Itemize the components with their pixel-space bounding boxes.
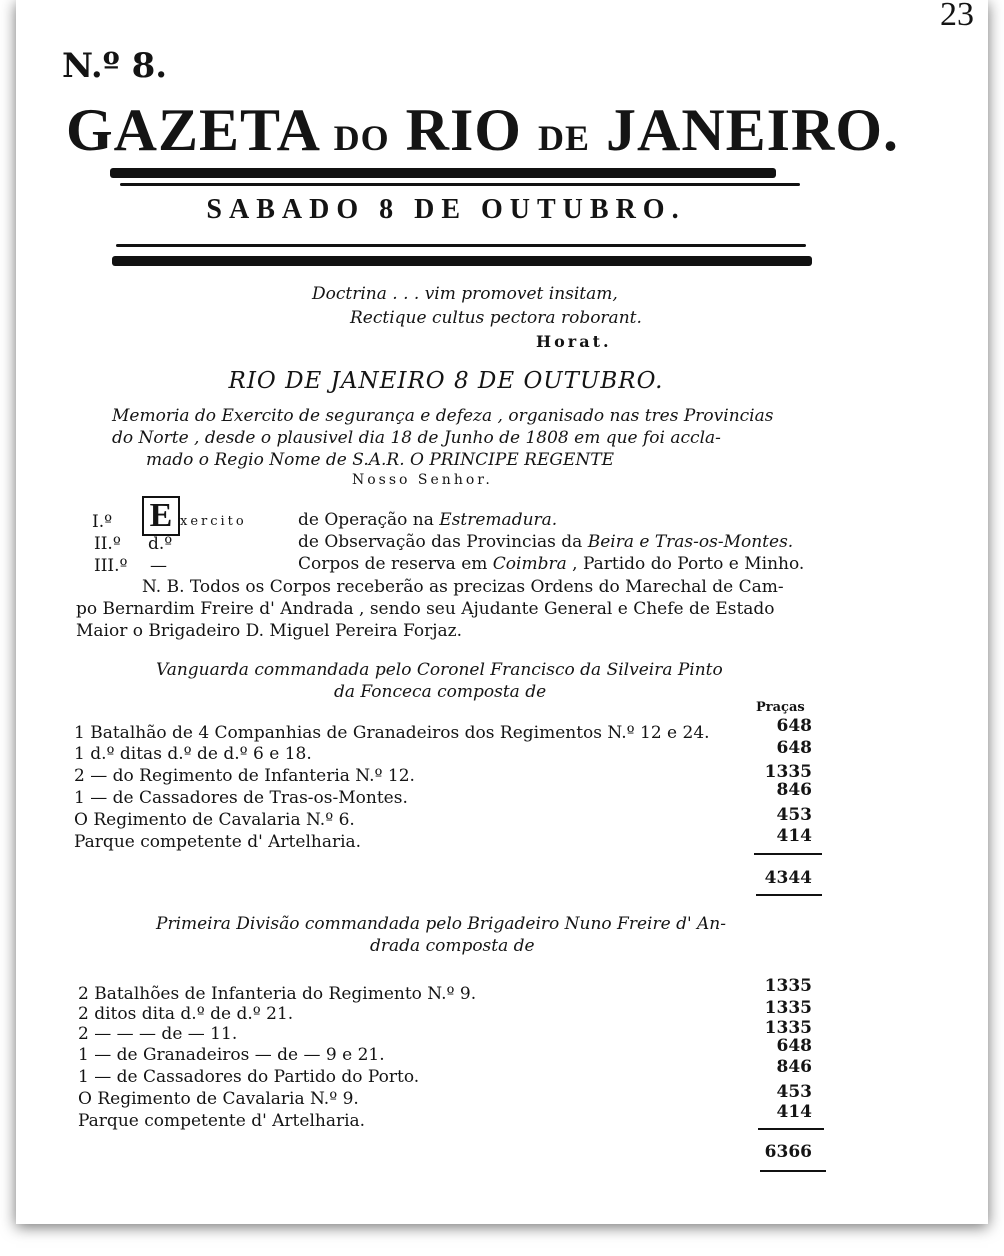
- division-row-text-2: 2 ditos dita d.º de d.º 21.: [78, 1004, 294, 1024]
- vanguard-row-value-3: 1335: [764, 762, 812, 782]
- intro-line-2: do Norte , desde o plausivel dia 18 de Junho de 1808 em que foi accla-: [112, 428, 721, 448]
- epigraph-line-2: Rectique cultus pectora roborant.: [350, 308, 642, 328]
- division-row-text-5: 1 — de Cassadores do Partido do Porto.: [78, 1067, 420, 1087]
- division-row-value-7: 414: [776, 1102, 812, 1122]
- masthead-rule-thin: [120, 183, 800, 186]
- division-row-value-2: 1335: [764, 998, 812, 1018]
- division-row-text-3: 2 — — — de — 11.: [78, 1024, 238, 1044]
- army-label-3: —: [150, 556, 167, 576]
- epigraph-line-1: Doctrina . . . vim promovet insitam,: [312, 284, 618, 304]
- issue-date: SABADO 8 DE OUTUBRO.: [206, 194, 686, 225]
- division-row-text-7: Parque competente d' Artelharia.: [78, 1111, 366, 1131]
- division-heading-2: drada composta de: [370, 936, 535, 956]
- division-row-text-6: O Regimento de Cavalaria N.º 9.: [78, 1089, 359, 1109]
- division-row-value-1: 1335: [764, 976, 812, 996]
- division-heading-1: Primeira Divisão commandada pelo Brigadeiro Nuno Freire d' An-: [156, 914, 726, 934]
- vanguard-total: 4344: [764, 868, 812, 888]
- vanguard-row-value-4: 846: [776, 780, 812, 800]
- division-row-value-3: 1335: [764, 1018, 812, 1038]
- vanguard-row-value-1: 648: [776, 716, 812, 736]
- issue-number: N.º 8.: [62, 46, 168, 86]
- division-sum-rule: [758, 1128, 824, 1130]
- nb-line-3: Maior o Brigadeiro D. Miguel Pereira Forjaz.: [76, 621, 463, 641]
- vanguard-total-rule: [756, 894, 822, 896]
- vanguard-row-text-1: 1 Batalhão de 4 Companhias de Granadeiros dos Regimentos N.º 12 e 24.: [74, 723, 710, 743]
- intro-line-4: Nosso Senhor.: [352, 472, 493, 488]
- army-ordinal-1: I.º: [92, 512, 113, 532]
- initial-letter: E: [142, 496, 180, 536]
- page-number: 23: [940, 0, 974, 33]
- division-row-value-6: 453: [776, 1082, 812, 1102]
- dateline: RIO DE JANEIRO 8 DE OUTUBRO.: [228, 368, 664, 394]
- vanguard-row-text-6: Parque competente d' Artelharia.: [74, 832, 362, 852]
- vanguard-row-text-2: 1 d.º ditas d.º de d.º 6 e 18.: [74, 744, 312, 764]
- army-text-1: de Operação na Estremadura.: [298, 510, 558, 530]
- vanguard-row-text-4: 1 — de Cassadores de Tras-os-Montes.: [74, 788, 408, 808]
- masthead-rule-top: [110, 168, 776, 178]
- date-rule-thin: [116, 244, 806, 247]
- vanguard-column-header: Praças: [756, 700, 805, 715]
- army-label-1: xercito: [180, 514, 247, 529]
- division-row-value-5: 846: [776, 1057, 812, 1077]
- vanguard-row-value-6: 414: [776, 826, 812, 846]
- army-label-2: d.º: [148, 534, 173, 554]
- nb-line-1: N. B. Todos os Corpos receberão as precizas Ordens do Marechal de Cam-: [142, 577, 784, 597]
- vanguard-row-text-3: 2 — do Regimento de Infanteria N.º 12.: [74, 766, 415, 786]
- division-row-text-4: 1 — de Granadeiros — de — 9 e 21.: [78, 1045, 385, 1065]
- newspaper-page: [16, 0, 988, 1224]
- army-ordinal-3: III.º: [94, 556, 128, 576]
- army-ordinal-2: II.º: [94, 534, 121, 554]
- division-row-value-4: 648: [776, 1036, 812, 1056]
- masthead-title: GAZETA DO RIO DE JANEIRO.: [66, 97, 900, 163]
- vanguard-heading-1: Vanguarda commandada pelo Coronel Francisco da Silveira Pinto: [156, 660, 723, 680]
- vanguard-row-value-2: 648: [776, 738, 812, 758]
- epigraph-attribution: Horat.: [536, 332, 612, 351]
- intro-line-3: mado o Regio Nome de S.A.R. O PRINCIPE REGENTE: [146, 450, 614, 470]
- vanguard-row-text-5: O Regimento de Cavalaria N.º 6.: [74, 810, 355, 830]
- nb-line-2: po Bernardim Freire d' Andrada , sendo seu Ajudante General e Chefe de Estado: [76, 599, 775, 619]
- intro-line-1: Memoria do Exercito de segurança e defeza , organisado nas tres Provincias: [112, 406, 774, 426]
- division-total: 6366: [764, 1142, 812, 1162]
- vanguard-sum-rule: [754, 853, 822, 855]
- vanguard-row-value-5: 453: [776, 805, 812, 825]
- army-text-3: Corpos de reserva em Coimbra , Partido do Porto e Minho.: [298, 554, 805, 574]
- vanguard-heading-2: da Fonceca composta de: [334, 682, 547, 702]
- army-text-2: de Observação das Provincias da Beira e Tras-os-Montes.: [298, 532, 794, 552]
- date-rule-bottom: [112, 256, 812, 266]
- division-total-rule: [760, 1170, 826, 1172]
- division-row-text-1: 2 Batalhões de Infanteria do Regimento N.º 9.: [78, 984, 477, 1004]
